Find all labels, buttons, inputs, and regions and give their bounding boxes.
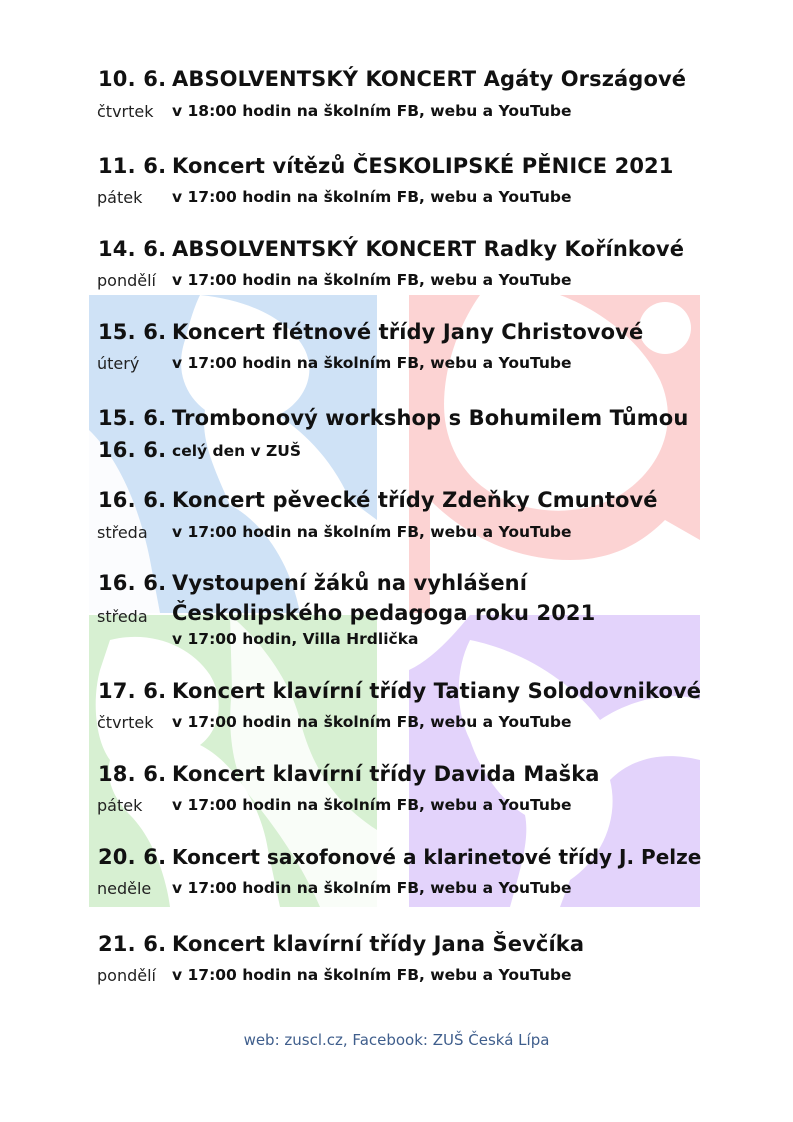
event-title: Koncert vítězů ČESKOLIPSKÉ PĚNICE 2021 xyxy=(172,154,674,178)
event-weekday: pátek xyxy=(97,188,143,207)
event-detail: v 17:00 hodin na školním FB, webu a YouTube xyxy=(172,354,572,372)
event-weekday: pondělí xyxy=(97,966,156,985)
event-date: 15. 6. xyxy=(98,320,167,344)
event-detail: v 18:00 hodin na školním FB, webu a YouTube xyxy=(172,102,572,120)
event-title: ABSOLVENTSKÝ KONCERT Radky Kořínkové xyxy=(172,237,685,261)
event-weekday: středa xyxy=(97,523,148,542)
event-detail: v 17:00 hodin na školním FB, webu a YouTube xyxy=(172,188,572,206)
event-date: 17. 6. xyxy=(98,679,167,703)
event-title: Koncert klavírní třídy Tatiany Solodovnikové xyxy=(172,679,702,703)
event-date: 11. 6. xyxy=(98,154,167,178)
event-weekday: pátek xyxy=(97,796,143,815)
event-title: Vystoupení žáků na vyhlášení xyxy=(172,571,528,595)
event-date: 14. 6. xyxy=(98,237,167,261)
event-detail: v 17:00 hodin na školním FB, webu a YouTube xyxy=(172,966,572,984)
event-detail: v 17:00 hodin na školním FB, webu a YouTube xyxy=(172,879,572,897)
event-date: 21. 6. xyxy=(98,932,167,956)
event-weekday: neděle xyxy=(97,879,152,898)
event-title: Koncert saxofonové a klarinetové třídy J. Pelze xyxy=(172,845,702,869)
event-date: 16. 6. xyxy=(98,488,167,512)
event-weekday: středa xyxy=(97,607,148,626)
event-date: 18. 6. xyxy=(98,762,167,786)
event-detail: celý den v ZUŠ xyxy=(172,442,302,460)
event-date: 20. 6. xyxy=(98,845,167,869)
event-title: Trombonový workshop s Bohumilem Tůmou xyxy=(172,406,689,430)
event-detail: v 17:00 hodin na školním FB, webu a YouTube xyxy=(172,271,572,289)
event-title: Koncert pěvecké třídy Zdeňky Cmuntové xyxy=(172,488,658,512)
event-title-line2: Českolipského pedagoga roku 2021 xyxy=(172,601,596,625)
event-date: 16. 6. xyxy=(98,571,167,595)
event-weekday: pondělí xyxy=(97,271,156,290)
event-weekday: čtvrtek xyxy=(97,102,154,121)
event-weekday: čtvrtek xyxy=(97,713,154,732)
event-detail: v 17:00 hodin na školním FB, webu a YouTube xyxy=(172,713,572,731)
event-detail: v 17:00 hodin na školním FB, webu a YouTube xyxy=(172,523,572,541)
event-weekday: úterý xyxy=(97,354,140,373)
event-detail: v 17:00 hodin na školním FB, webu a YouTube xyxy=(172,796,572,814)
event-date: 10. 6. xyxy=(98,67,167,91)
event-date: 15. 6. xyxy=(98,406,167,430)
event-title: Koncert klavírní třídy Davida Maška xyxy=(172,762,600,786)
event-title: ABSOLVENTSKÝ KONCERT Agáty Országové xyxy=(172,67,687,91)
event-title: Koncert flétnové třídy Jany Christovové xyxy=(172,320,644,344)
footer-contact: web: zuscl.cz, Facebook: ZUŠ Česká Lípa xyxy=(243,1031,550,1049)
event-title: Koncert klavírní třídy Jana Ševčíka xyxy=(172,932,585,956)
event-detail: v 17:00 hodin, Villa Hrdlička xyxy=(172,630,419,648)
event-date-end: 16. 6. xyxy=(98,438,167,462)
